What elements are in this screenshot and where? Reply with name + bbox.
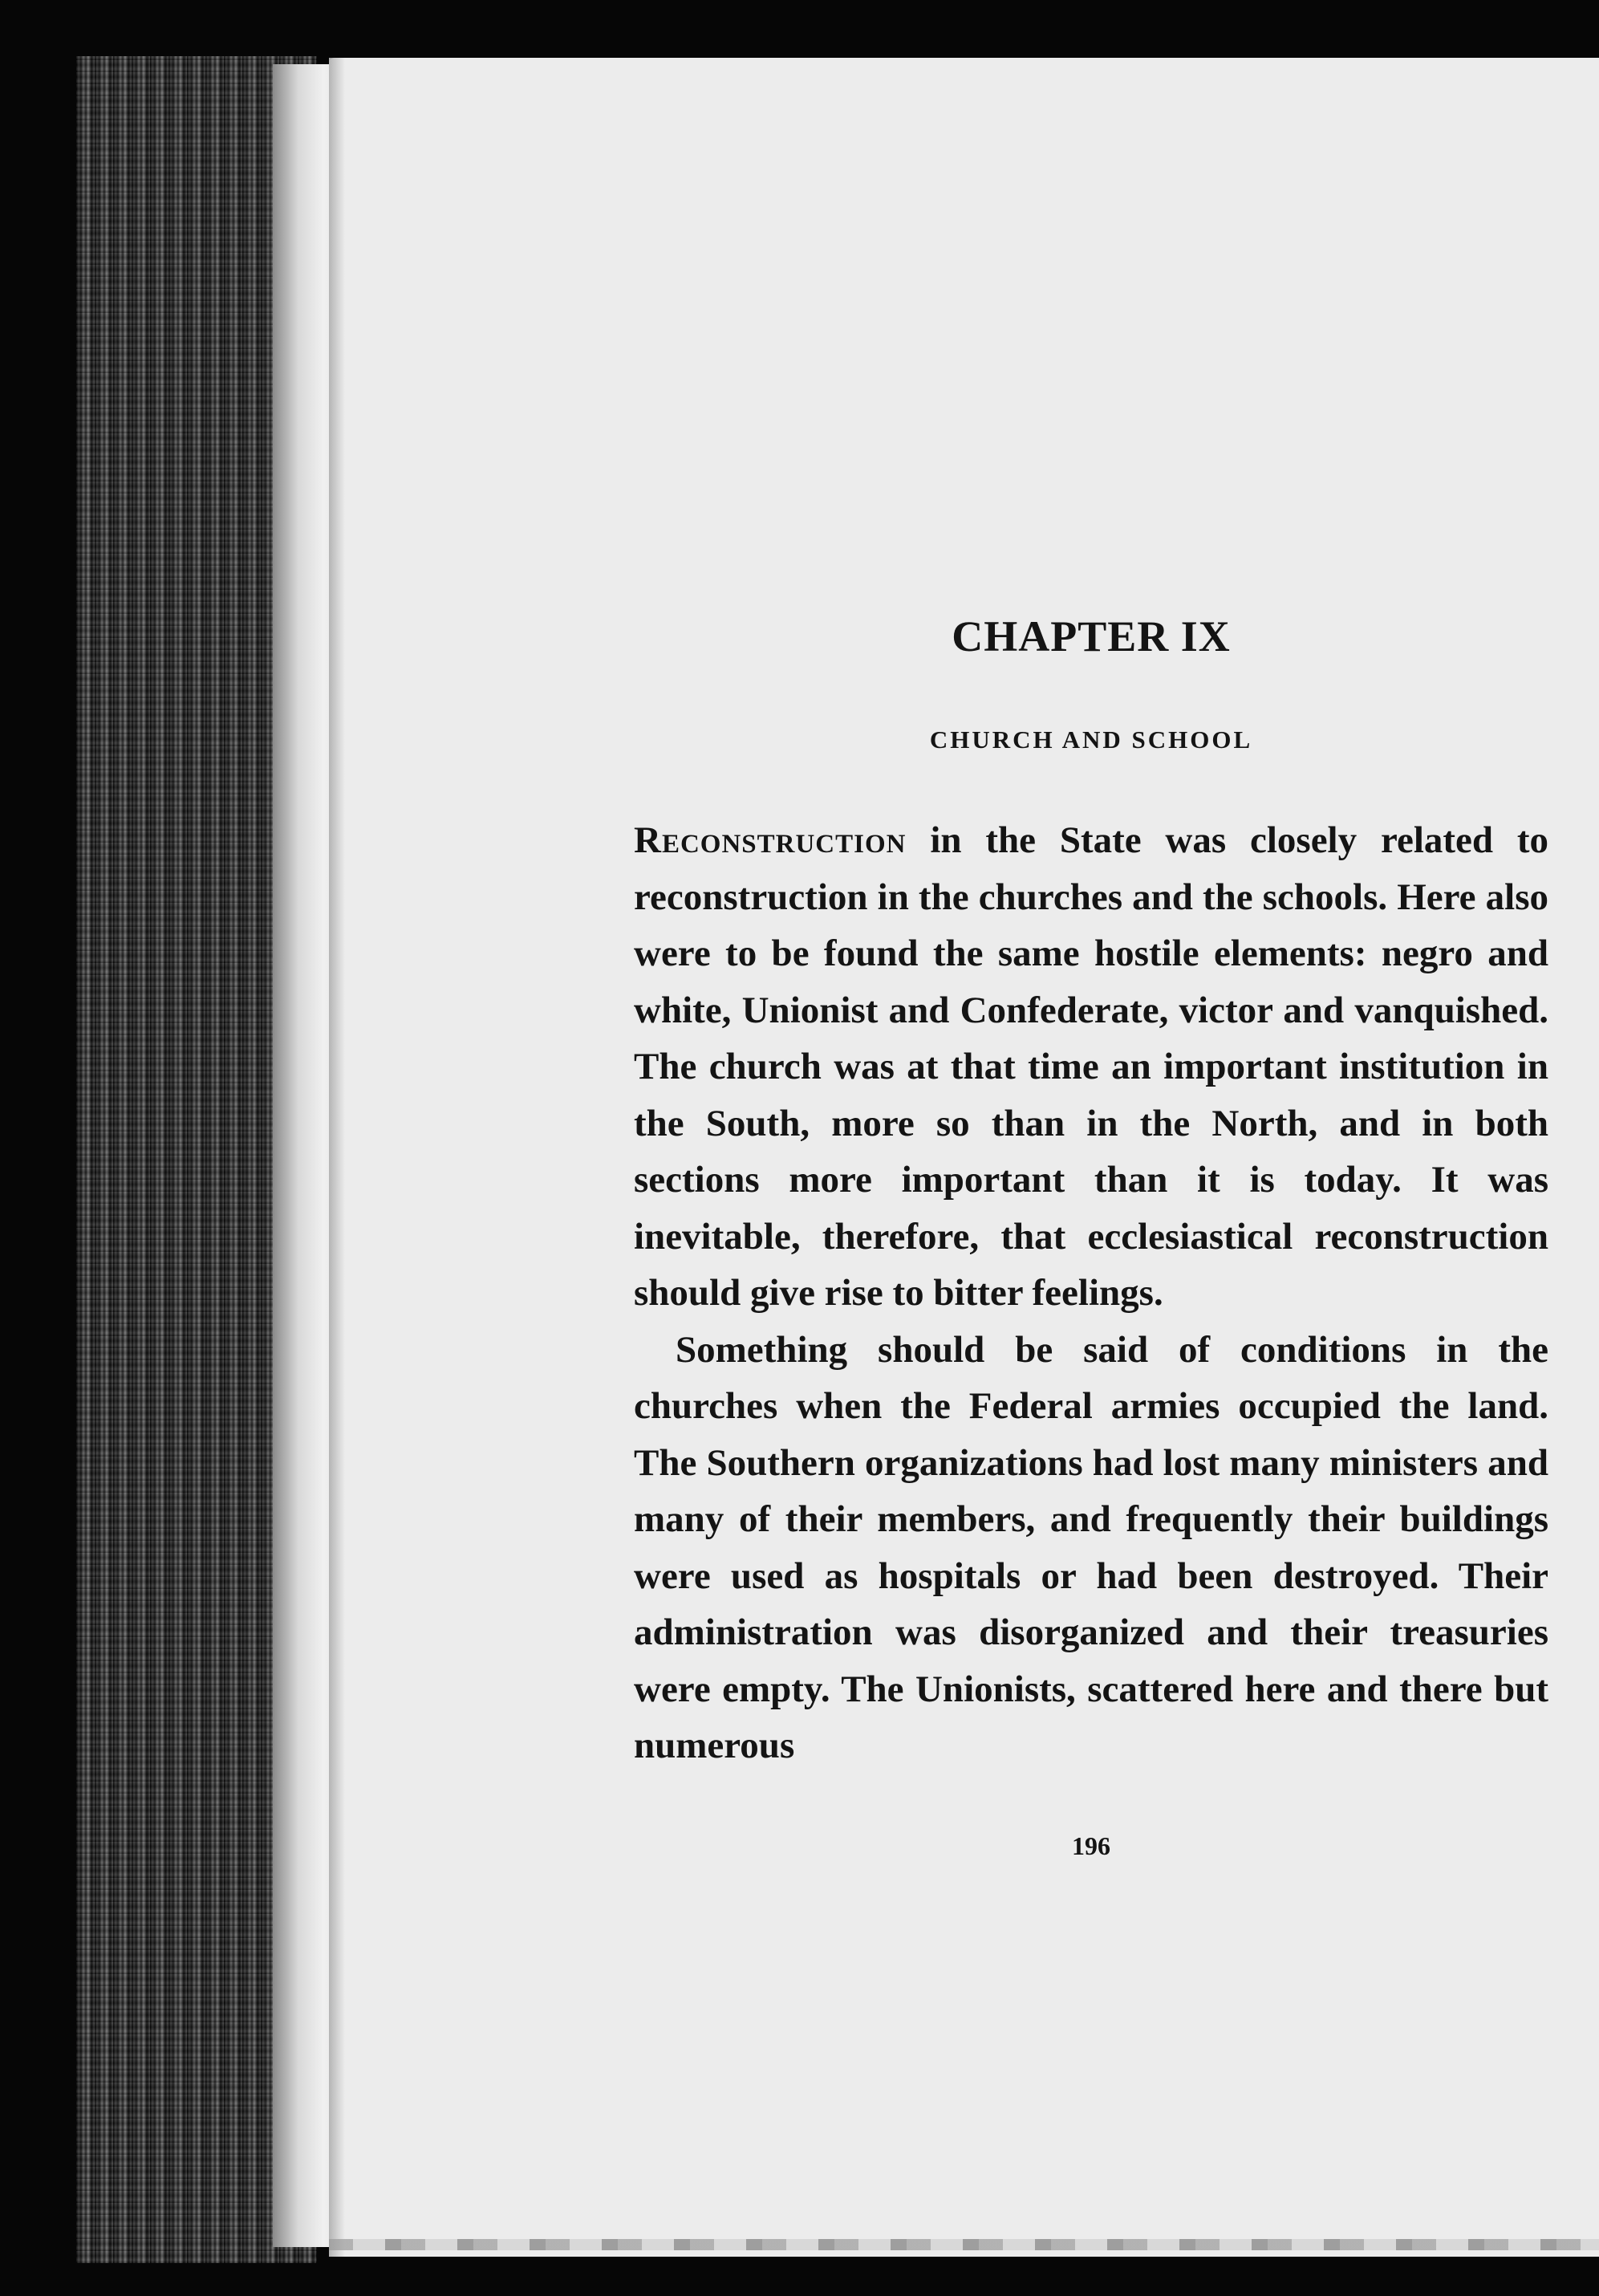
paragraph-1 xyxy=(634,812,1548,1322)
paragraph-text: Something should be said of conditions in the churches when the Federal armies occupied the land. The Southern organizations had lost many ministers and many of their members, and frequently their buildings were used as hospitals or had been destroyed. Their administration was disorganized and their treasuries were empty. The Unionists, scattered here and there but numerous xyxy=(634,1328,1548,1766)
book-page xyxy=(329,58,1599,2257)
chapter-subtitle: CHURCH AND SCHOOL xyxy=(929,725,1253,754)
paragraph-text: in the State was closely related to reconstruction in the churches and the schools. Here also were to be found the same hostile elements: negro and white, Unionist and Confederate, victor and vanquished. The church was at that time an important institution in the South, more so than in the North, and in both sections more important than it is today. It was inevitable, therefore, that ecclesiastical reconstruction should give rise to bitter feelings. xyxy=(634,819,1548,1314)
body-text xyxy=(634,812,1548,1774)
page-number: 196 xyxy=(1072,1831,1110,1860)
paragraph-lead-word: Reconstruction xyxy=(634,819,907,861)
chapter-title: CHAPTER IX xyxy=(952,612,1231,660)
paragraph-2 xyxy=(634,1322,1548,1774)
page-bottom-edge xyxy=(329,2239,1599,2250)
